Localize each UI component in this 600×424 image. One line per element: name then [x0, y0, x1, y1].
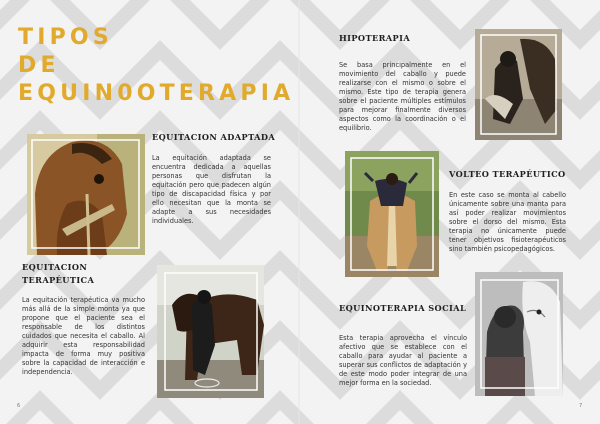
- hipoterapia-text: Se basa principalmente en el movimiento del caballo y puede realizarse con el mismo o sobre el mismo. Este tipo de terapia genera sobre el paciente múltiples estímulos para mejorar finalmente diversos aspectos como la coordinación o el equilibrio.: [339, 61, 466, 132]
- volteo-text: En este caso se monta al cabello únicamente sobre una manta para así poder realizar movimientos sobre el dorso del mismo. Esta terapia no únicamente puede tener objetivos fisioterapéuticos sino también psicopedagógicos.: [449, 191, 566, 253]
- title-line-2: DE: [18, 53, 60, 78]
- equitacion-terapeutica-heading-line-1: EQUITACION: [22, 262, 88, 272]
- title-line-1: TIPOS: [18, 25, 113, 50]
- horse-head-photo: [27, 134, 145, 255]
- hipoterapia-heading: HIPOTERAPIA: [339, 33, 411, 43]
- volteo-heading: VOLTEO TERAPÉUTICO: [449, 169, 566, 179]
- equitacion-terapeutica-heading-line-2: TERAPÉUTICA: [22, 275, 95, 285]
- social-photo: [475, 272, 563, 396]
- social-heading: EQUINOTERAPIA SOCIAL: [339, 303, 467, 313]
- equitacion-adaptada-text: La equitación adaptada se encuentra dedicada a aquellas personas que disfrutan la equitación pero que padecen algún tipo de discapacidad física y por ello necesitan que la monta se adapte a sus necesidades individuales.: [152, 154, 271, 225]
- equitacion-terapeutica-heading: [22, 262, 94, 286]
- equitacion-terapeutica-text: La equitación terapéutica va mucho más allá de la simple monta ya que propone que el paciente sea el responsable de los distintos cuidados que necesita el caballo. Al adquirir esta responsabilidad impacta de forma muy positiva sobre la capacidad de interacción e independencia.: [22, 296, 145, 376]
- social-text: Esta terapia aprovecha el vínculo afectivo que se establece con el caballo para ayudar al paciente a superar sus conflictos de adaptación y de este modo poder integrar de una mejor forma en la sociedad.: [339, 334, 467, 387]
- title-line-3: EQUIN0OTERAPIA: [18, 81, 295, 106]
- page-number-right: 7: [579, 403, 583, 409]
- page-number-left: 6: [17, 403, 21, 409]
- volteo-photo: [345, 151, 439, 277]
- grooming-horse-photo: [157, 265, 264, 398]
- page-title: [18, 24, 294, 108]
- hipoterapia-photo: [475, 29, 562, 140]
- equitacion-adaptada-heading: EQUITACION ADAPTADA: [152, 132, 276, 142]
